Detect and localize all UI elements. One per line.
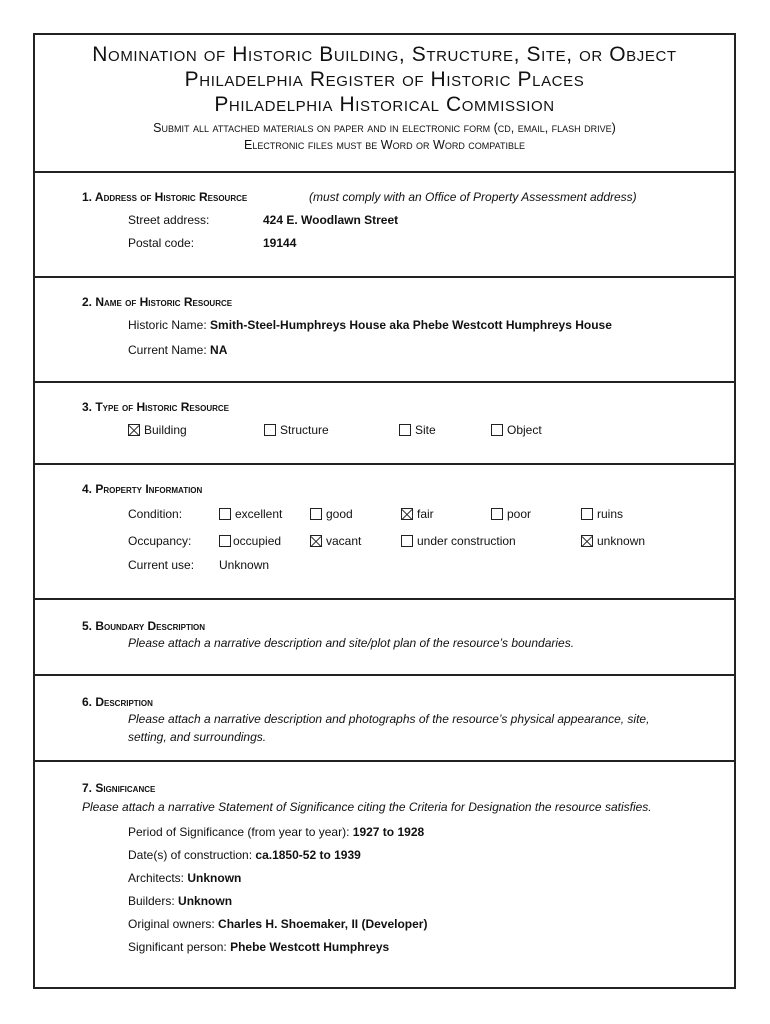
checkbox-icon[interactable] bbox=[581, 508, 593, 520]
type-option-object[interactable]: Object bbox=[491, 423, 542, 437]
checkbox-icon[interactable] bbox=[310, 508, 322, 520]
current-name-label: Current Name: bbox=[128, 343, 207, 357]
condition-option-ruins[interactable]: ruins bbox=[581, 507, 623, 521]
significant-person: Significant person: Phebe Westcott Humphreys bbox=[128, 940, 390, 954]
checked-checkbox-icon[interactable] bbox=[401, 508, 413, 520]
register-title: Philadelphia Register of Historic Places bbox=[184, 68, 585, 91]
section-description bbox=[35, 676, 734, 762]
checkbox-icon[interactable] bbox=[491, 508, 503, 520]
section-heading: 2. Name of Historic Resource bbox=[82, 295, 233, 309]
current-use-value: Unknown bbox=[219, 558, 270, 572]
checkbox-icon[interactable] bbox=[491, 424, 503, 436]
original-owners: Original owners: Charles H. Shoemaker, II (Developer) bbox=[128, 917, 428, 931]
condition-option-excellent[interactable]: excellent bbox=[219, 507, 282, 521]
description-instructions-line2: setting, and surroundings. bbox=[128, 730, 267, 744]
submission-instructions: Submit all attached materials on paper and in electronic form (cd, email, flash drive) bbox=[153, 121, 616, 135]
builders: Builders: Unknown bbox=[128, 894, 233, 908]
period-of-significance: Period of Significance (from year to year): 1927 to 1928 bbox=[128, 825, 425, 839]
occupancy-option-unknown[interactable]: unknown bbox=[581, 534, 645, 548]
address-note: (must comply with an Office of Property Assessment address) bbox=[309, 190, 637, 204]
section-heading: 3. Type of Historic Resource bbox=[82, 400, 229, 414]
condition-option-poor[interactable]: poor bbox=[491, 507, 531, 521]
checked-checkbox-icon[interactable] bbox=[310, 535, 322, 547]
historic-name-value: Smith-Steel-Humphreys House aka Phebe Westcott Humphreys House bbox=[210, 318, 612, 332]
checkbox-icon[interactable] bbox=[219, 535, 231, 547]
historic-name-field bbox=[128, 318, 612, 332]
type-option-building[interactable]: Building bbox=[128, 423, 187, 437]
section-significance bbox=[35, 762, 734, 989]
condition-option-fair[interactable]: fair bbox=[401, 507, 434, 521]
condition-option-good[interactable]: good bbox=[310, 507, 353, 521]
section-heading: 1. Address of Historic Resource bbox=[82, 190, 248, 204]
boundary-instructions: Please attach a narrative description and site/plot plan of the resource’s boundaries. bbox=[128, 636, 575, 650]
current-name-field bbox=[128, 343, 227, 357]
section-address bbox=[35, 173, 734, 278]
section-boundary bbox=[35, 600, 734, 676]
form-header bbox=[35, 35, 734, 173]
condition-label: Condition: bbox=[128, 507, 183, 521]
nomination-form bbox=[33, 33, 736, 989]
commission-title: Philadelphia Historical Commission bbox=[214, 93, 555, 116]
occupancy-option-occupied[interactable]: occupied bbox=[219, 534, 281, 548]
checked-checkbox-icon[interactable] bbox=[581, 535, 593, 547]
current-use-label: Current use: bbox=[128, 558, 195, 572]
street-address-value: 424 E. Woodlawn Street bbox=[263, 213, 399, 227]
dates-of-construction: Date(s) of construction: ca.1850-52 to 1939 bbox=[128, 848, 361, 862]
checked-checkbox-icon[interactable] bbox=[128, 424, 140, 436]
section-type bbox=[35, 383, 734, 465]
occupancy-option-under-construction[interactable]: under construction bbox=[401, 534, 516, 548]
architects: Architects: Unknown bbox=[128, 871, 242, 885]
postal-code-label: Postal code: bbox=[128, 236, 195, 250]
section-heading: 5. Boundary Description bbox=[82, 619, 206, 633]
file-format-instructions: Electronic files must be Word or Word compatible bbox=[244, 138, 525, 152]
occupancy-label: Occupancy: bbox=[128, 534, 192, 548]
type-option-site[interactable]: Site bbox=[399, 423, 436, 437]
section-heading: 7. Significance bbox=[82, 781, 156, 795]
current-name-value: NA bbox=[210, 343, 228, 357]
form-title: Nomination of Historic Building, Structure, Site, or Object bbox=[92, 43, 677, 66]
historic-name-label: Historic Name: bbox=[128, 318, 207, 332]
checkbox-icon[interactable] bbox=[264, 424, 276, 436]
description-instructions-line1: Please attach a narrative description and photographs of the resource’s physical appearance, site, bbox=[128, 712, 650, 726]
section-property-info bbox=[35, 465, 734, 600]
postal-code-value: 19144 bbox=[263, 236, 297, 250]
section-name bbox=[35, 278, 734, 383]
checkbox-icon[interactable] bbox=[219, 508, 231, 520]
significance-instructions: Please attach a narrative Statement of Significance citing the Criteria for Designation the resource satisfies. bbox=[82, 800, 652, 814]
section-heading: 4. Property Information bbox=[82, 482, 203, 496]
checkbox-icon[interactable] bbox=[399, 424, 411, 436]
section-heading: 6. Description bbox=[82, 695, 153, 709]
occupancy-option-vacant[interactable]: vacant bbox=[310, 534, 361, 548]
street-address-label: Street address: bbox=[128, 213, 210, 227]
type-option-structure[interactable]: Structure bbox=[264, 423, 329, 437]
checkbox-icon[interactable] bbox=[401, 535, 413, 547]
